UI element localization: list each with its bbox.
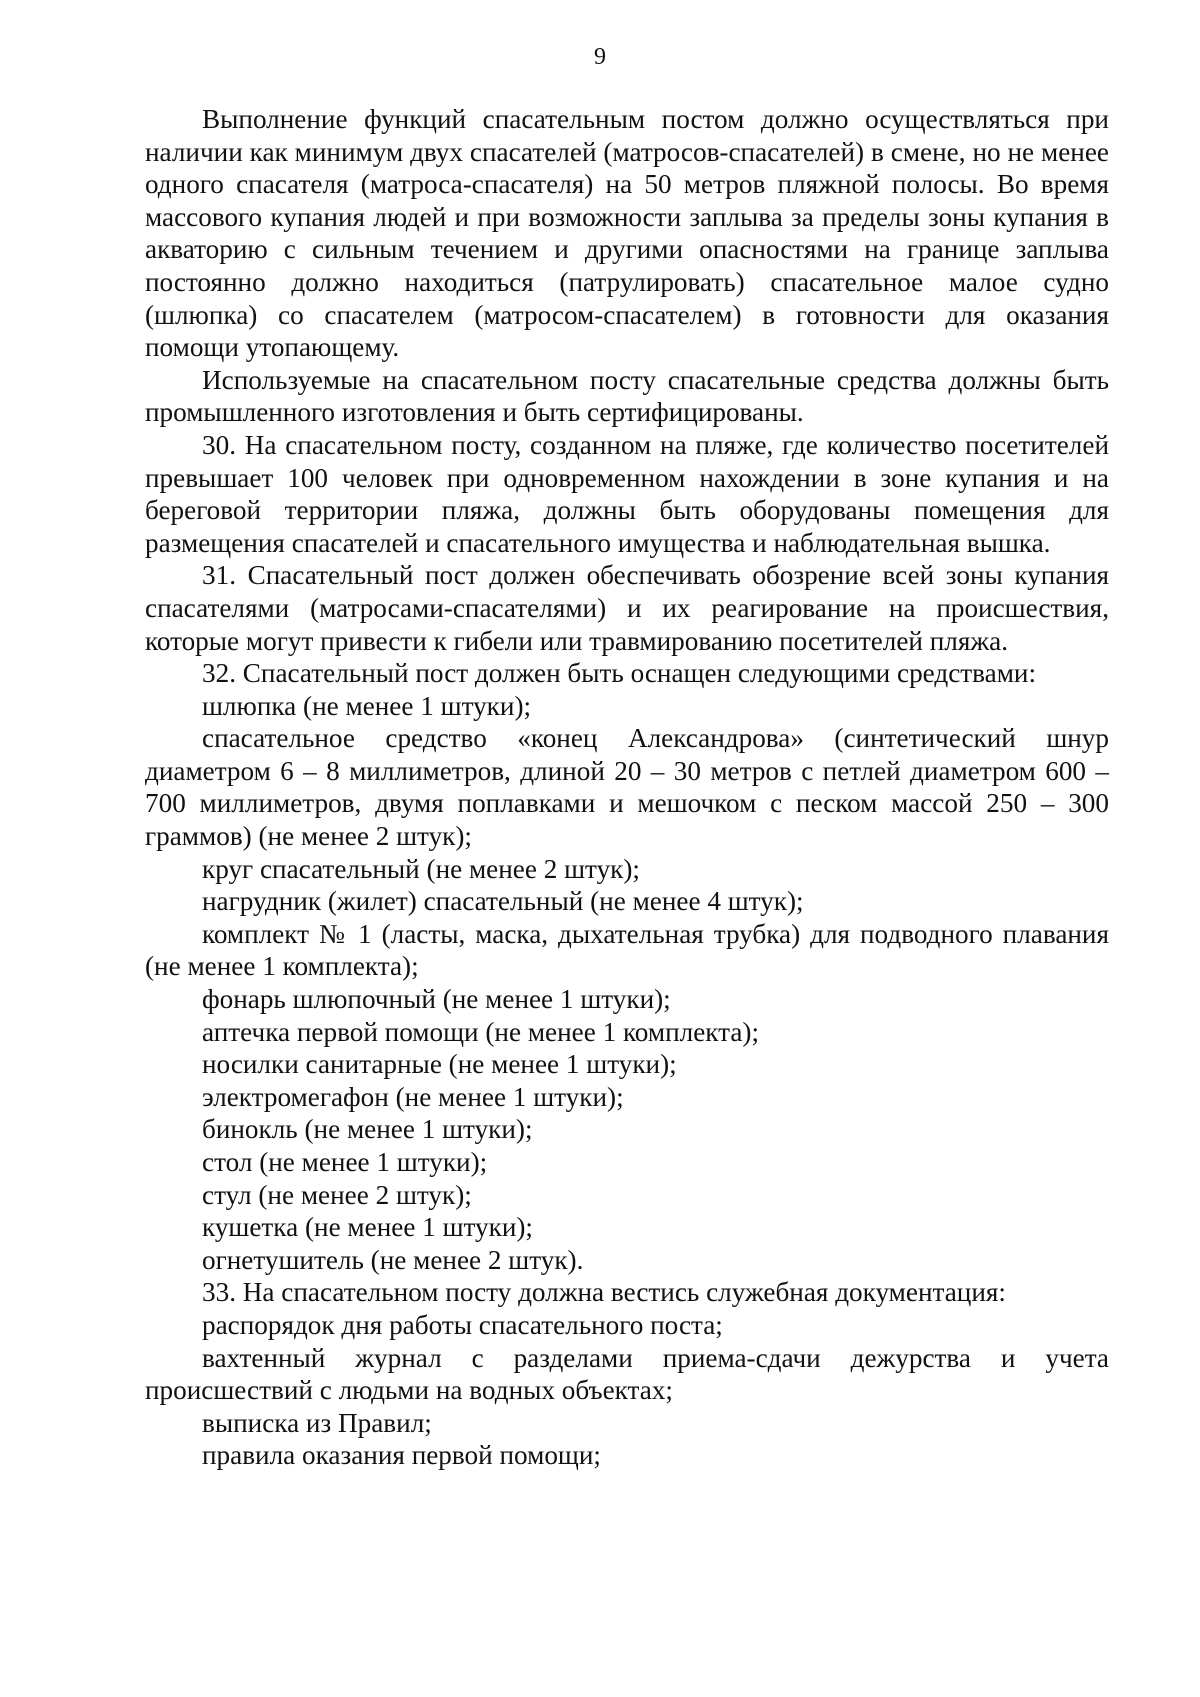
document-body	[145, 103, 1109, 1472]
equipment-list-item: спасательное средство «конец Александрова» (синтетический шнур диаметром 6 – 8 миллиметров, длиной 20 – 30 метров с петлей диаметром 600 – 700 миллиметров, двумя поплавками и мешочком с песком массой 250 – 300 граммов) (не менее 2 штук);	[145, 723, 1109, 852]
equipment-list-item: носилки санитарные (не менее 1 штуки);	[202, 1049, 677, 1080]
equipment-list-item: шлюпка (не менее 1 штуки);	[202, 690, 532, 721]
equipment-list-item: аптечка первой помощи (не менее 1 комплекта);	[202, 1016, 760, 1047]
paragraph-rescuers-shift: Выполнение функций спасательным постом должно осуществляться при наличии как минимум двух спасателей (матросов-спасателей) в смене, но не менее одного спасателя (матроса-спасателя) на 50 метров пляжной полосы. Во время массового купания людей и при возможности заплыва за пределы зоны купания в акваторию с сильным течением и другими опасностями на границе заплыва постоянно должно находиться (патрулировать) спасательное малое судно (шлюпка) со спасателем (матросом-спасателем) в готовности для оказания помощи утопающему.	[145, 104, 1109, 363]
equipment-list-item: электромегафон (не менее 1 штуки);	[202, 1081, 624, 1112]
equipment-list-item: бинокль (не менее 1 штуки);	[202, 1114, 533, 1145]
paragraph-item-30: 30. На спасательном посту, созданном на пляже, где количество посетителей превышает 100 человек при одновременном нахождении в зоне купания и на береговой территории пляжа, должны быть оборудованы помещения для размещения спасателей и спасательного имущества и наблюдательная вышка.	[145, 429, 1109, 558]
documentation-list-item: выписка из Правил;	[202, 1407, 432, 1438]
paragraph-item-31: 31. Спасательный пост должен обеспечивать обозрение всей зоны купания спасателями (матросами-спасателями) и их реагирование на происшествия, которые могут привести к гибели или травмированию посетителей пляжа.	[145, 560, 1109, 656]
page-number: 9	[594, 44, 606, 70]
paragraph-item-32: 32. Спасательный пост должен быть оснащен следующими средствами:	[202, 658, 1037, 689]
equipment-list-item: стол (не менее 1 штуки);	[202, 1147, 488, 1177]
equipment-list-item: круг спасательный (не менее 2 штук);	[202, 853, 640, 884]
equipment-list-item: фонарь шлюпочный (не менее 1 штуки);	[202, 984, 671, 1015]
paragraph-item-33: 33. На спасательном посту должна вестись служебная документация:	[202, 1277, 1006, 1308]
equipment-list-item: стул (не менее 2 штук);	[202, 1179, 472, 1210]
equipment-list-item: кушетка (не менее 1 штуки);	[202, 1212, 533, 1243]
documentation-list-item: вахтенный журнал с разделами приема-сдачи дежурства и учета происшествий с людьми на водных объектах;	[145, 1342, 1109, 1406]
equipment-list-item: комплект № 1 (ласты, маска, дыхательная трубка) для подводного плавания (не менее 1 комплекта);	[145, 918, 1109, 982]
equipment-list-item: огнетушитель (не менее 2 штук).	[202, 1244, 584, 1275]
equipment-list-item: нагрудник (жилет) спасательный (не менее 4 штук);	[202, 886, 804, 917]
paragraph-certified-equipment: Используемые на спасательном посту спасательные средства должны быть промышленного изготовления и быть сертифицированы.	[145, 364, 1109, 428]
documentation-list-item: правила оказания первой помощи;	[202, 1440, 601, 1471]
documentation-list-item: распорядок дня работы спасательного поста;	[202, 1309, 723, 1340]
